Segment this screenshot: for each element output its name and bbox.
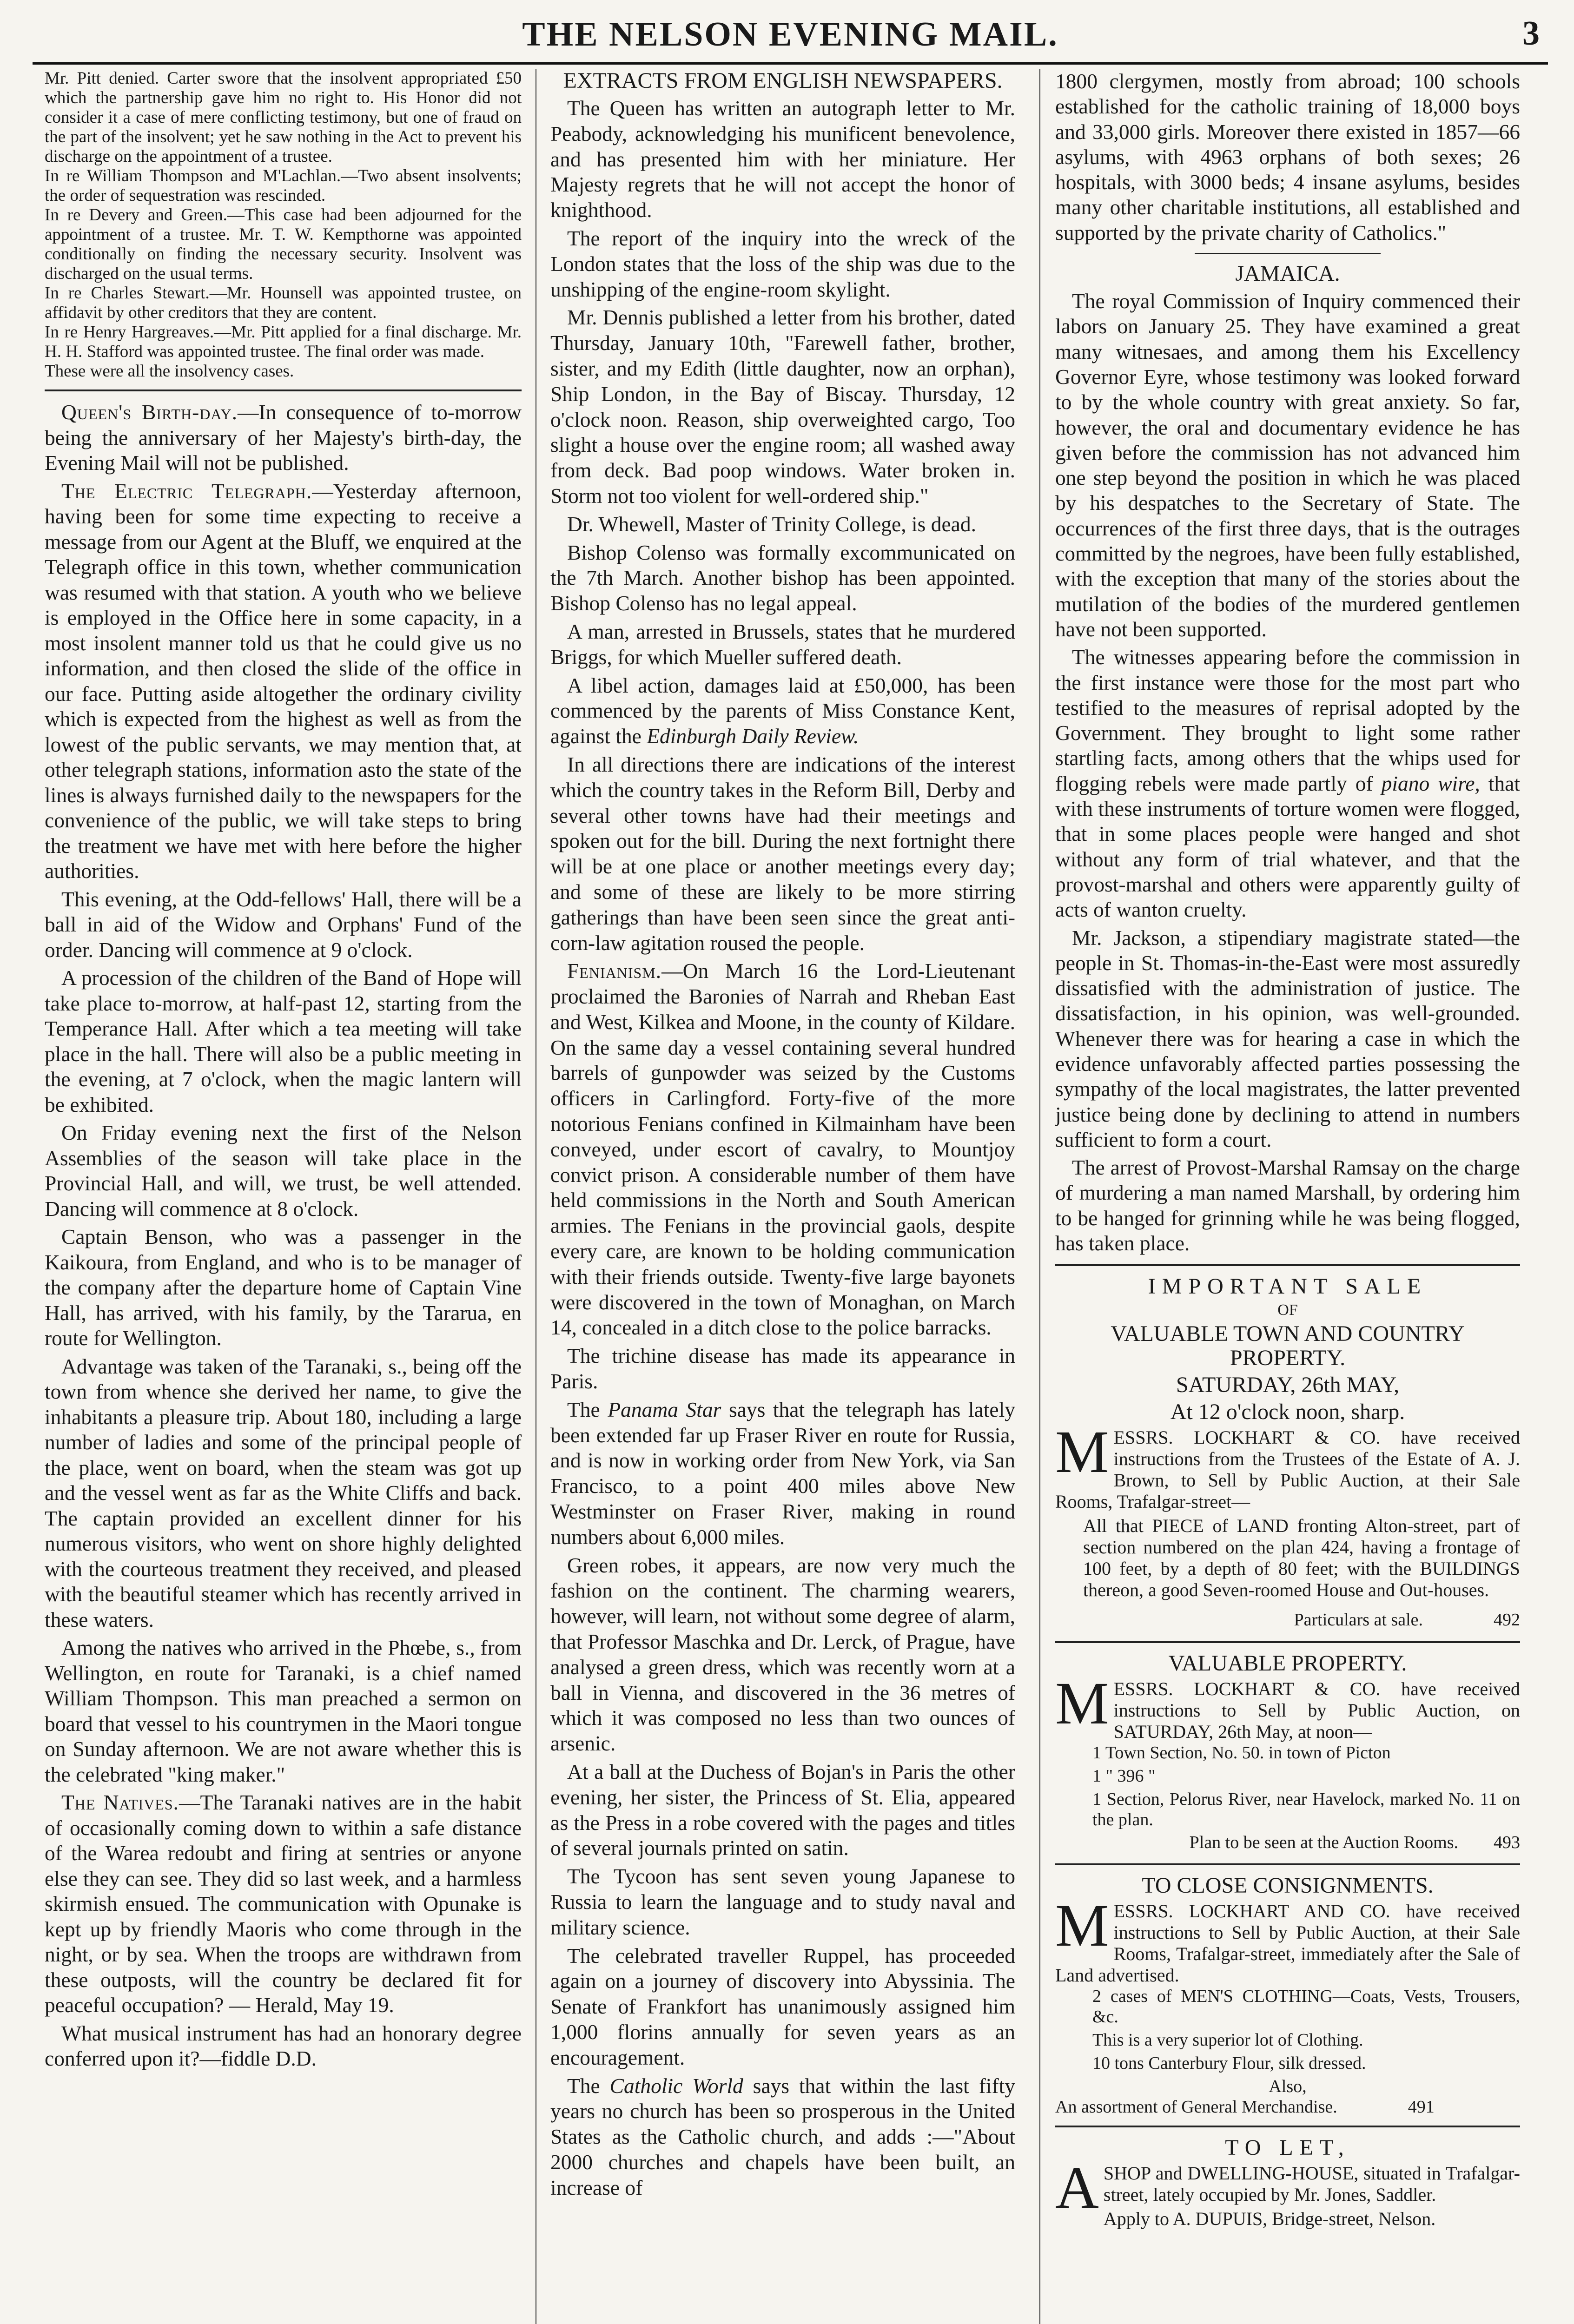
divider [1055, 2126, 1520, 2127]
ad-list-item: 1 Town Section, No. 50. in town of Picton [1092, 1743, 1391, 1763]
advertisement-valuable-property [1055, 1651, 1520, 1855]
paragraph: The Tycoon has sent seven young Japanese to Russia to learn the language and to study naval and military science. [550, 1864, 1015, 1939]
paragraph: A man, arrested in Brussels, states that he murdered Briggs, for which Mueller suffered death. [550, 619, 1015, 669]
section-heading: EXTRACTS FROM ENGLISH NEWSPAPERS. [563, 69, 1003, 93]
fenianism-article: Fenianism.—On March 16 the Lord-Lieutenant proclaimed the Baronies of Narrah and Rheban East and West, Kilkea and Moone, in the county of Kildare. On the same day a vessel containing several hundred barrels of gunpowder was seized by the Customs officers in Carlingford. Forty-five of the more notorious Fenians confined in Kilmainham have been conveyed, under escort of cavalry, to Mountjoy convict prison. A considerable number of them have held commissions in the North and South American armies. The Fenians in the provincial gaols, despite every care, are known to be holding communication with their friends outside. Twenty-five large bayonets were discovered in the town of Monaghan, on March 14, concealed in a ditch close to the police barracks. [550, 959, 1015, 1340]
divider [1055, 1264, 1520, 1266]
ad-heading: TO LET, [1225, 2135, 1350, 2160]
section-heading: JAMAICA. [1235, 261, 1340, 286]
paragraph: The witnesses appearing before the commission in the first instance were those for the most part who testified to the measures of reprisal adopted by the Government. They brought to light some rather startling facts, among others that the whips used for flogging rebels were made partly of piano wire, that with these instruments of torture women were flogged, that in some places people were hanged and shot without any form of trial whatever, and that the provost-marshal and others were apparently guilty of acts of wanton cruelty. [1055, 645, 1520, 922]
paragraph: The trichine disease has made its appearance in Paris. [550, 1344, 1015, 1393]
court-paragraph: These were all the insolvency cases. [45, 362, 294, 381]
advertisement-to-let [1055, 2136, 1520, 2230]
ad-subheading: OF [1277, 1301, 1298, 1319]
paragraph: What musical instrument has had an honorary degree conferred upon it?—fiddle D.D. [45, 2021, 522, 2070]
column-1 [45, 69, 522, 2324]
birthday-notice: Queen's Birth-day.—In consequence of to-morrow being the anniversary of her Majesty's birth-day, the Evening Mail will not be published. [45, 400, 522, 475]
ad-list-item: 2 cases of MEN'S CLOTHING—Coats, Vests, Trousers, &c. [1092, 1986, 1520, 2027]
ad-body: ASHOP and DWELLING-HOUSE, situated in Trafalgar-street, lately occupied by Mr. Jones, Saddler. [1055, 2154, 1520, 2221]
paragraph: The celebrated traveller Ruppel, has proceeded again on a journey of discovery into Abyssinia. The Senate of Frankfort has unanimously assigned him 1,000 florins annually for seven years as an encouragement. [550, 1943, 1015, 2069]
ad-body: MESSRS. LOCKHART AND CO. have received instructions to Sell by Public Auction, at their Sale Rooms, Trafalgar-street, immediately after the Sale of Land advertised. [1055, 1892, 1520, 1986]
ad-list-item: 1 " 396 " [1092, 1766, 1156, 1786]
ad-body: MESSRS. LOCKHART & CO. have received instructions to Sell by Public Auction, on SATURDAY, 26th May, at noon— [1055, 1670, 1520, 1742]
advertisement-to-close-consignments [1055, 1874, 1520, 2117]
ad-list-item: 10 tons Canterbury Flour, silk dressed. [1092, 2053, 1366, 2073]
paragraph: The Panama Star says that the telegraph has lately been extended far up Fraser River en route for Russia, and is now in working order from New York, via San Francisco, to a point 400 miles above New Westminster on Fraser River, making in round numbers about 6,000 miles. [550, 1397, 1015, 1549]
paragraph: The royal Commission of Inquiry commenced their labors on January 25. They have examined a great many witnesaes, and among them his Excellency Governor Eyre, whose testimony was looked forward to by the whole country with great anxiety. So far, however, the oral and documentary evidence he has given before the commission has not advanced him one step beyond the position in which he was placed by his despatches to the Secretary of State. The occurrences of the first three days, that is the outrages committed by the negroes, have been fully established, with the exception that many of the stories about the mutilation of the bodies of the murdered gentlemen have not been supported. [1055, 289, 1520, 641]
ad-heading: IMPORTANT SALE [1148, 1274, 1428, 1299]
court-paragraph: In re Henry Hargreaves.—Mr. Pitt applied for a final discharge. Mr. H. H. Stafford was appointed trustee. The final order was made. [45, 323, 522, 361]
paragraph: Bishop Colenso was formally excommunicated on the 7th March. Another bishop has been appointed. Bishop Colenso has no legal appeal. [550, 540, 1015, 615]
insolvency-court-report [45, 69, 522, 381]
ad-date: SATURDAY, 26th MAY, [1176, 1373, 1400, 1398]
court-paragraph: In re William Thompson and M'Lachlan.—Two absent insolvents; the order of sequestration was rescinded. [45, 166, 522, 205]
ad-list-item: This is a very superior lot of Clothing. [1092, 2030, 1363, 2050]
paragraph: Captain Benson, who was a passenger in the Kaikoura, from England, and who is to be manager of the company after the departure home of Captain Vine Hall, has arrived, with his family, by the Tararua, en route for Wellington. [45, 1225, 522, 1350]
column-rule [1039, 69, 1040, 2324]
paragraph: Mr. Jackson, a stipendiary magistrate stated—the people in St. Thomas-in-the-East were most assuredly dissatisfied with the administration of justice. The dissatisfaction, in his opinion, was well-grounded. Whenever there was for hearing a case in which the evidence unfavorably affected parties possessing the sympathy of the local magistrates, the latter prevented justice being done by declining to attend in numbers sufficient to form a court. [1055, 925, 1520, 1151]
advertisement-important-sale [1055, 1274, 1520, 1632]
paragraph: The Catholic World says that within the last fifty years no church has been so prosperous in the United States as the Catholic church, and adds :—"About 2000 churches and chapels have been built, an increase of [550, 2073, 1015, 2199]
paragraph: In all directions there are indications of the interest which the country takes in the Reform Bill, Derby and several other towns have had their meetings and spoken out for the bill. During the next fortnight there will be at one place or another meetings every day; and some of these are likely to be more stirring gatherings than have been seen since the great anti-corn-law agitation roused the people. [550, 752, 1015, 955]
paragraph: Green robes, it appears, are now very much the fashion on the continent. The charming wearers, however, will learn, not without some degree of alarm, that Professor Maschka and Dr. Lerck, of Prague, have analysed a green dress, which was recently worn at a ball in Vienna, and discovered in the 36 metres of which it was composed no less than two ounces of arsenic. [550, 1553, 1015, 1756]
ad-heading: TO CLOSE CONSIGNMENTS. [1142, 1873, 1434, 1898]
drop-cap: M [1055, 1419, 1109, 1486]
column-3 [1055, 69, 1520, 2324]
ad-time: At 12 o'clock noon, sharp. [1170, 1400, 1405, 1425]
drop-cap: A [1055, 2154, 1099, 2221]
ad-body: MESSRS. LOCKHART & CO. have received instructions from the Trustees of the Estate of A. J. Brown, to Sell by Public Auction, at their Sale Rooms, Trafalgar-street— [1055, 1419, 1520, 1512]
paragraph: At a ball at the Duchess of Bojan's in Paris the other evening, her sister, the Princess of St. Elia, appeared as the Press in a robe covered with the pages and titles of several journals printed on satin. [550, 1760, 1015, 1860]
column-2 [550, 69, 1015, 2324]
paragraph: On Friday evening next the first of the Nelson Assemblies of the season will take place in the Provincial Hall, and will, we trust, be well attended. Dancing will commence at 8 o'clock. [45, 1121, 522, 1221]
court-paragraph: Mr. Pitt denied. Carter swore that the insolvent appropriated £50 which the partnership gave him no right to. His Honor did not consider it a case of mere conflicting testimony, but one of fraud on the part of the insolvent; yet he saw nothing in the Act to prevent his discharge on the appointment of a trustee. [45, 69, 522, 166]
natives-article: The Natives.—The Taranaki natives are in the habit of occasionally coming down to within a safe distance of the Warea redoubt and firing at sentries or anyone else they can see. They did so last week, and a harmless skirmish ensued. The communication with Opunake is kept up by friendly Maoris who come through in the night, or by sea. When the troops are withdrawn from these outposts, will the country be declared fit for peaceful occupation? — Herald, May 19. [45, 1790, 522, 2017]
paragraph: Mr. Dennis published a letter from his brother, dated Thursday, January 10th, "Farewell father, brother, sister, and my Edith (little daughter, now an orphan), Ship London, in the Bay of Biscay. Thursday, 12 o'clock noon. Reason, ship overweighted cargo, Too slight a house over the engine room; all washed away from deck. Bad poop windows. Water broken in. Storm not too violent for well-ordered ship." [550, 305, 1015, 508]
ad-lot: All that PIECE of LAND fronting Alton-street, part of section numbered on the plan 424, having a frontage of 100 feet, by a depth of 80 feet; with the BUILDINGS thereon, a good Seven-roomed House and Out-houses. [1083, 1515, 1520, 1601]
paragraph: Among the natives who arrived in the Phœbe, s., from Wellington, en route for Taranaki, is a chief named William Thompson. This man preached a sermon on board that vessel to his countrymen in the Maori tongue on Sunday afternoon. We are not aware whether this is the celebrated "king maker." [45, 1636, 522, 1786]
paragraph: Advantage was taken of the Taranaki, s., being off the town from whence she derived her name, to give the inhabitants a pleasure trip. About 180, including a large number of ladies and some of the principal people of the place, went on board, when the steam was got up and the vessel went as far as the White Cliffs and back. The captain provided an excellent dinner for his numerous visitors, who went on shore highly delighted with the courteous treatment they received, and pleased with the beautiful steamer which has recently arrived in these waters. [45, 1354, 522, 1631]
telegraph-article: The Electric Telegraph.—Yesterday afternoon, having been for some time expecting to receive a message from our Agent at the Bluff, we enquired at the Telegraph office in this town, whether communication was resumed with that station. A youth who we believe is employed in the Office here in some capacity, in a most insolent manner told us that he could give us no information, and then closed the slide of the office in our face. Putting aside altogether the ordinary civility which is expected from the highest as well as from the lowest of the public servants, we may mention that, at other telegraph stations, information asto the state of the lines is always furnished daily to the newspapers for the convenience of the public, we will take steps to bring the treatment we have met with here before the higher authorities. [45, 479, 522, 883]
page-number: 3 [1522, 14, 1540, 53]
divider [1055, 1641, 1520, 1643]
divider [1195, 253, 1381, 254]
paragraph: The arrest of Provost-Marshal Ramsay on the charge of murdering a man named Marshall, by ordering him to be hanged for grinning while he was being flogged, has taken place. [1055, 1155, 1520, 1255]
ad-heading: VALUABLE TOWN AND COUNTRY PROPERTY. [1111, 1321, 1465, 1371]
court-paragraph: In re Charles Stewart.—Mr. Hounsell was appointed trustee, on affidavit by other creditors that they are content. [45, 284, 522, 322]
newspaper-title: THE NELSON EVENING MAIL. [522, 15, 1058, 53]
masthead [33, 7, 1548, 65]
drop-cap: M [1055, 1892, 1109, 1959]
divider [45, 390, 522, 391]
drop-cap: M [1055, 1670, 1109, 1737]
ad-footer: Particulars at sale. 492 [1294, 1610, 1520, 1630]
paragraph: This evening, at the Odd-fellows' Hall, there will be a ball in aid of the Widow and Orphans' Fund of the order. Dancing will commence at 9 o'clock. [45, 887, 522, 962]
ad-footer: An assortment of General Merchandise. 491 [1055, 2097, 1435, 2117]
paragraph: A libel action, damages laid at £50,000, has been commenced by the parents of Miss Constance Kent, against the Edinburgh Daily Review. [550, 673, 1015, 748]
ad-footer: Plan to be seen at the Auction Rooms. 493 [1189, 1832, 1520, 1852]
paragraph: A procession of the children of the Band of Hope will take place to-morrow, at half-past 12, starting from the Temperance Hall. After which a tea meeting will take place in the hall. There will also be a public meeting in the evening, at 7 o'clock, when the magic lantern will be exhibited. [45, 966, 522, 1116]
court-paragraph: In re Devery and Green.—This case had been adjourned for the appointment of a trustee. Mr. T. W. Kempthorne was appointed conditionally on finding the necessary security. Insolvent was discharged on the usual terms. [45, 205, 522, 283]
paragraph: Dr. Whewell, Master of Trinity College, is dead. [567, 512, 976, 536]
paragraph: 1800 clergymen, mostly from abroad; 100 schools established for the catholic training of 18,000 boys and 33,000 girls. Moreover there existed in 1857—66 asylums, with 4963 orphans of both sexes; 26 hospitals, with 3000 beds; 4 insane asylums, besides many other charitable institutions, all established and supported by the private charity of Catholics." [1055, 69, 1520, 244]
ad-footer: Apply to A. DUPUIS, Bridge-street, Nelson. [1103, 2208, 1436, 2229]
divider [1055, 1863, 1520, 1865]
paragraph: The Queen has written an autograph letter to Mr. Peabody, acknowledging his munificent benevolence, and has presented him with her miniature. Her Majesty regrets that he will not accept the honor of knighthood. [550, 96, 1015, 222]
ad-list-item: Also, [1269, 2076, 1307, 2096]
paragraph: The report of the inquiry into the wreck of the London states that the loss of the ship was due to the unshipping of the engine-room skylight. [550, 226, 1015, 301]
ad-list-item: 1 Section, Pelorus River, near Havelock, marked No. 11 on the plan. [1092, 1789, 1520, 1829]
ad-heading: VALUABLE PROPERTY. [1168, 1651, 1407, 1676]
